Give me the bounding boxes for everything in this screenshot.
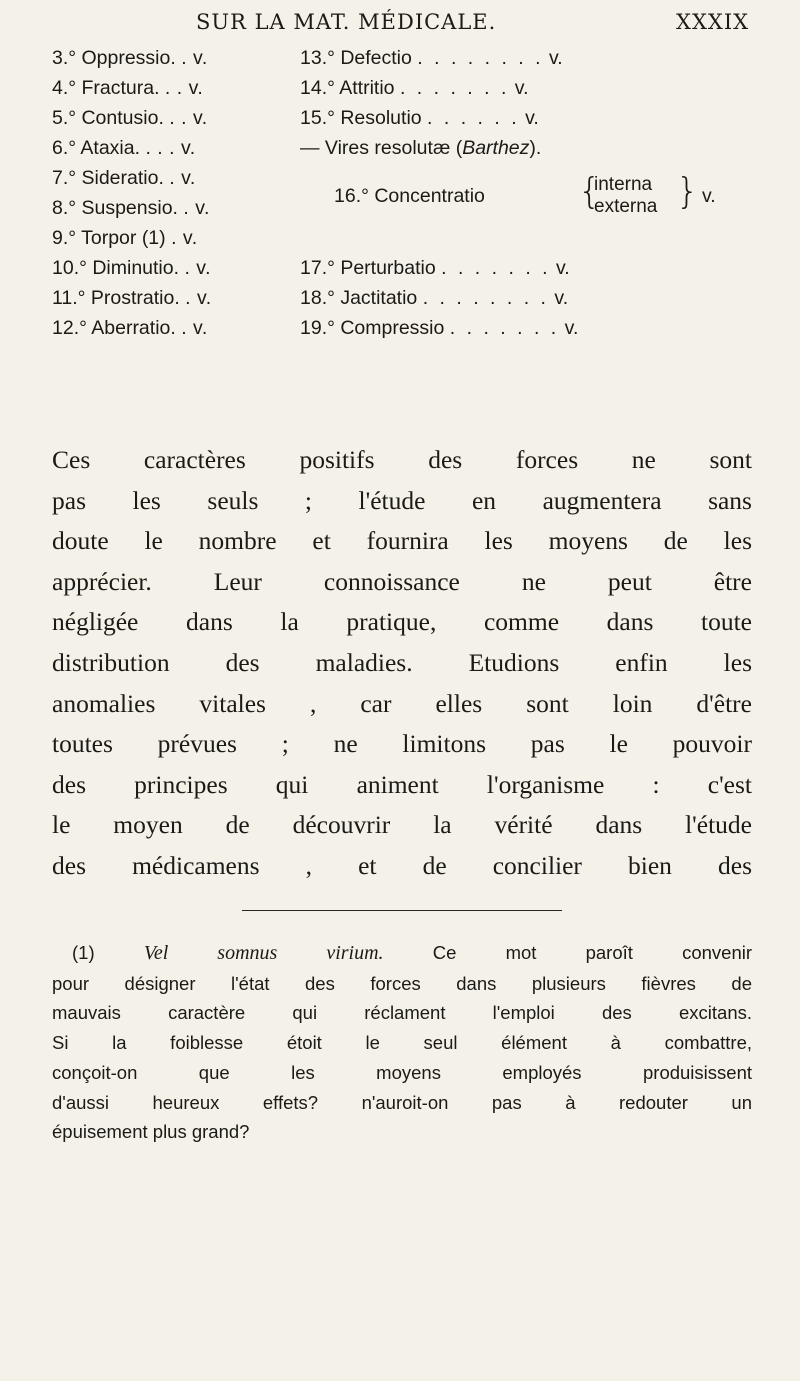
- option-interna: interna: [594, 174, 653, 195]
- item-tail: v.: [548, 47, 563, 69]
- item-tail: v.: [554, 287, 569, 309]
- page-number: XXXIX: [676, 10, 750, 34]
- item-tail: . v.: [169, 167, 196, 189]
- property-lists: [0, 42, 800, 432]
- footnote: [52, 938, 752, 1147]
- footnote-marker: (1): [72, 942, 95, 963]
- item-tail: v.: [556, 257, 570, 279]
- vires-suffix: ).: [529, 137, 542, 159]
- item-tail: v.: [564, 317, 579, 339]
- leader-dots: . . . . . . . .: [417, 47, 544, 69]
- paragraph-line: distribution des maladies. Etudions enfin les: [52, 647, 752, 677]
- list-item: [300, 316, 578, 340]
- list-item: [300, 286, 568, 310]
- list-item: [52, 316, 208, 340]
- item-tail: . . v.: [169, 107, 208, 129]
- list-item: [52, 46, 208, 70]
- list-item: [52, 166, 196, 190]
- paragraph-line: doute le nombre et fournira les moyens de les: [52, 526, 752, 556]
- list-item: [52, 106, 208, 130]
- item-tail: . . . v.: [145, 137, 196, 159]
- item-tail: . v.: [185, 287, 212, 309]
- list-item: [52, 256, 211, 280]
- list-item: [300, 256, 570, 280]
- item-tail: . v.: [183, 197, 210, 219]
- footnote-line: pour désigner l'état des forces dans plusieurs fièvres de: [52, 972, 752, 994]
- left-brace: {: [578, 171, 601, 212]
- item-label: 7.° Sideratio.: [52, 167, 164, 189]
- item-tail: . . v.: [164, 77, 204, 99]
- main-paragraph: [52, 440, 752, 887]
- item-label: 4.° Fractura.: [52, 77, 160, 99]
- list-item: [300, 106, 539, 130]
- paragraph-line: négligée dans la pratique, comme dans toute: [52, 607, 752, 637]
- item-tail: . v.: [181, 317, 208, 339]
- list-item: [52, 136, 196, 160]
- leader-dots: . . . . . . .: [441, 257, 551, 279]
- option-externa: externa: [594, 196, 658, 217]
- item-label: 9.° Torpor (1): [52, 227, 166, 249]
- item-label: 13.° Defectio: [300, 47, 412, 69]
- paragraph-line: pas les seuls ; l'étude en augmentera sans: [52, 485, 752, 515]
- vires-prefix: — Vires resolutæ (: [300, 137, 463, 159]
- footnote-line: Si la foiblesse étoit le seul élément à combattre,: [52, 1032, 752, 1054]
- item-label: 6.° Ataxia.: [52, 137, 141, 159]
- item-label: 16.° Concentratio: [334, 185, 485, 207]
- item-label: 17.° Perturbatio: [300, 257, 436, 279]
- list-item: [52, 286, 212, 310]
- paragraph-line: des principes qui animent l'organisme : c'est: [52, 769, 752, 799]
- item-label: 12.° Aberratio.: [52, 317, 176, 339]
- item-tail: v.: [702, 185, 716, 207]
- item-label: 3.° Oppressio.: [52, 47, 176, 69]
- footnote-divider: [242, 910, 562, 911]
- item-label: 8.° Suspensio.: [52, 197, 178, 219]
- list-item: [52, 76, 203, 100]
- paragraph-line: Ces caractères positifs des forces ne sont: [52, 445, 752, 474]
- item-tail: v.: [525, 107, 539, 129]
- paragraph-line: apprécier. Leur connoissance ne peut être: [52, 566, 752, 596]
- item-label: 15.° Resolutio: [300, 107, 422, 129]
- leader-dots: . . . . . .: [427, 107, 520, 129]
- footnote-quote: Vel somnus virium.: [143, 942, 384, 964]
- item-label: 19.° Compressio: [300, 317, 445, 339]
- footnote-first-line: [52, 938, 752, 969]
- footnote-text: Ce mot paroît convenir: [432, 942, 753, 963]
- item-label: 11.° Prostratio.: [52, 287, 180, 309]
- list-item: [300, 46, 563, 70]
- footnote-line: d'aussi heureux effets? n'auroit-on pas à redouter un: [52, 1091, 752, 1113]
- footnote-line: conçoit-on que les moyens employés produisissent: [52, 1061, 752, 1083]
- list-item: [52, 226, 198, 250]
- list-item: [300, 76, 529, 100]
- item-tail: v.: [514, 77, 529, 99]
- footnote-line: épuisement plus grand?: [52, 1121, 250, 1143]
- running-title: SUR LA MAT. MÉDICALE.: [196, 10, 497, 34]
- paragraph-line: des médicamens , et de concilier bien des: [52, 850, 752, 880]
- leader-dots: . . . . . . . .: [422, 287, 549, 309]
- author-name: Barthez: [462, 137, 530, 159]
- footnote-line: mauvais caractère qui réclament l'emploi des excitans.: [52, 1002, 752, 1024]
- item-tail: . v.: [181, 47, 208, 69]
- vires-note: [300, 136, 541, 160]
- item-tail: . v.: [171, 227, 198, 249]
- list-item: [52, 196, 210, 220]
- item-tail: . v.: [184, 257, 212, 279]
- leader-dots: . . . . . . .: [449, 317, 560, 339]
- paragraph-line: le moyen de découvrir la vérité dans l'étude: [52, 810, 752, 840]
- item-label: 18.° Jactitatio: [300, 287, 418, 309]
- leader-dots: . . . . . . .: [399, 77, 510, 99]
- item-label: 5.° Contusio.: [52, 107, 164, 129]
- paragraph-line: toutes prévues ; ne limitons pas le pouvoir: [52, 729, 752, 759]
- item-label: 14.° Attritio: [300, 77, 395, 99]
- item-label: 10.° Diminutio.: [52, 257, 180, 279]
- running-header: [0, 8, 800, 42]
- right-brace: }: [676, 171, 699, 212]
- paragraph-line: anomalies vitales , car elles sont loin d'être: [52, 688, 752, 718]
